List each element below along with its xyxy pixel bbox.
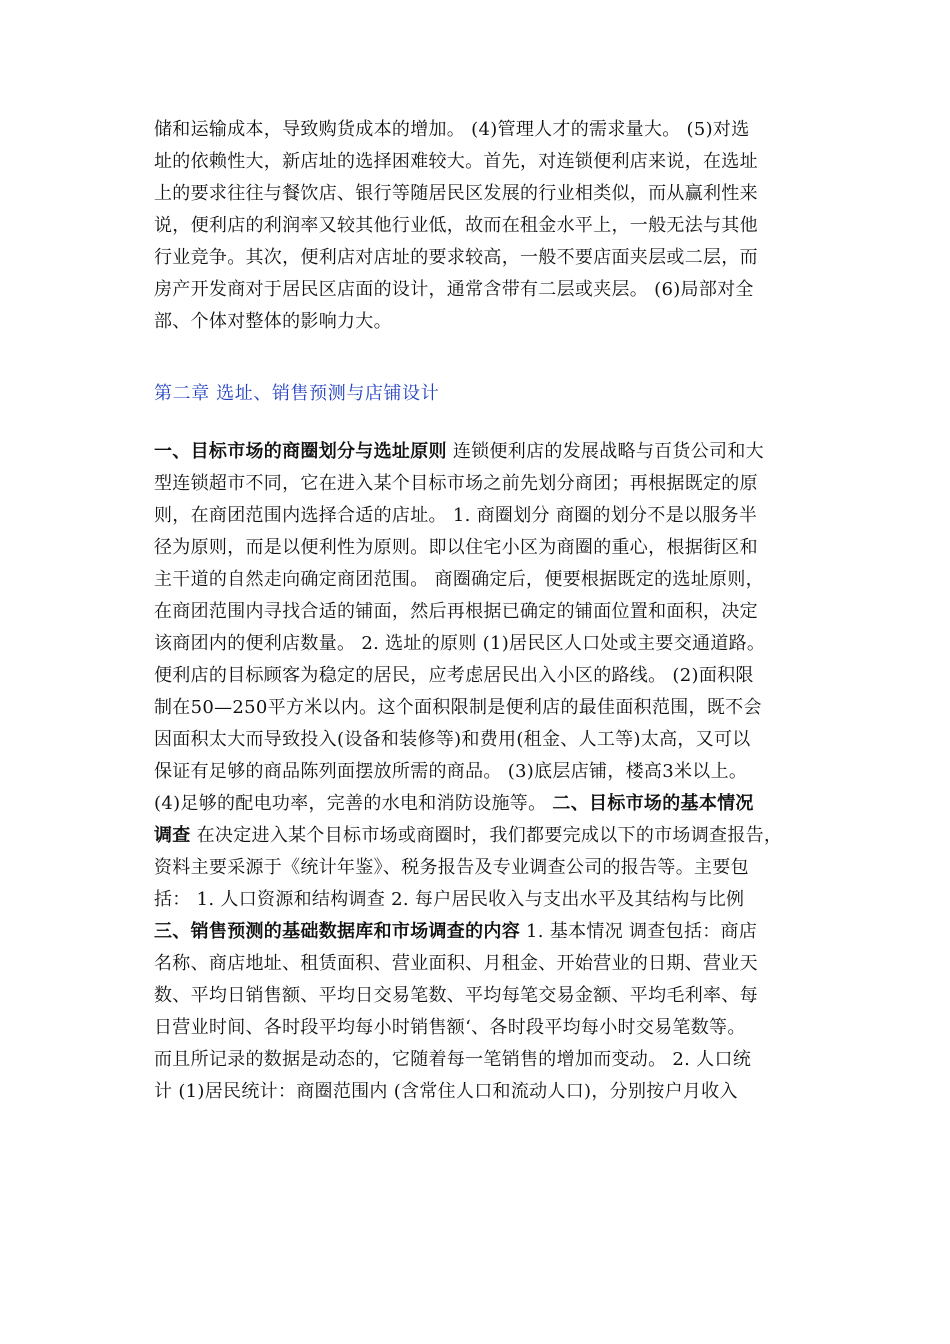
text-run: 保证有足够的商品陈列面摆放所需的商品。 (3)底层店铺，楼高3米以上。 [154, 761, 748, 782]
text-run: (4)足够的配电功率，完善的水电和消防设施等。 [154, 793, 553, 814]
text-run: 第二章 选址、销售预测与店铺设计 [154, 383, 440, 404]
text-run: 名称、商店地址、租赁面积、营业面积、月租金、开始营业的日期、营业天 [154, 953, 758, 974]
text-run: 便利店的目标顾客为稳定的居民，应考虑居民出入小区的路线。 (2)面积限 [154, 665, 754, 686]
text-run: 上的要求往往与餐饮店、银行等随居民区发展的行业相类似，而从赢利性来 [154, 183, 758, 204]
section-heading: 二、目标市场的基本情况 [552, 793, 754, 814]
text-line [154, 568, 804, 592]
text-run: 在决定进入某个目标市场或商圈时，我们都要完成以下的市场调查报告， [190, 825, 783, 846]
text-run: 说，便利店的利润率又较其他行业低，故而在租金水平上，一般无法与其他 [154, 215, 758, 236]
text-line [154, 696, 804, 720]
text-line [154, 632, 804, 656]
text-line [154, 1048, 804, 1072]
section-heading: 调查 [154, 825, 191, 846]
chapter-heading [154, 382, 804, 406]
text-line [154, 952, 804, 976]
text-run: 行业竞争。其次，便利店对店址的要求较高，一般不要店面夹层或二层，而 [154, 247, 758, 268]
text-run: 连锁便利店的发展战略与百货公司和大 [446, 441, 764, 462]
text-line [154, 920, 804, 944]
text-line [154, 150, 804, 174]
text-run: 该商团内的便利店数量。 2. 选址的原则 (1)居民区人口处或主要交通道路。 [154, 633, 766, 654]
text-line [154, 440, 804, 464]
text-line [154, 246, 804, 270]
text-run: 储和运输成本，导致购货成本的增加。 (4)管理人才的需求量大。 (5)对选 [154, 119, 750, 140]
text-run: 计 (1)居民统计：商圈范围内 (含常住人口和流动人口)，分别按户月收入 [154, 1081, 738, 1102]
text-run: 日营业时间、各时段平均每小时销售额‘、各时段平均每小时交易笔数等。 [154, 1017, 746, 1038]
text-line [154, 600, 804, 624]
text-line [154, 182, 804, 206]
text-line [154, 856, 804, 880]
text-line [154, 214, 804, 238]
text-line [154, 1016, 804, 1040]
text-line [154, 536, 804, 560]
text-run: 部、个体对整体的影响力大。 [154, 311, 392, 332]
text-line [154, 310, 804, 334]
text-run: 房产开发商对于居民区店面的设计，通常含带有二层或夹层。 (6)局部对全 [154, 279, 754, 300]
text-run: 而且所记录的数据是动态的，它随着每一笔销售的增加而变动。 2. 人口统 [154, 1049, 752, 1070]
text-line [154, 824, 804, 848]
text-line [154, 792, 804, 816]
text-run: 址的依赖性大，新店址的选择困难较大。首先，对连锁便利店来说，在选址 [154, 151, 758, 172]
text-line [154, 1080, 804, 1104]
text-line [154, 278, 804, 302]
text-line [154, 504, 804, 528]
text-line [154, 888, 804, 912]
text-run: 括： 1. 人口资源和结构调查 2. 每户居民收入与支出水平及其结构与比例 [154, 889, 745, 910]
text-run: 则，在商团范围内选择合适的店址。 1. 商圈划分 商圈的划分不是以服务半 [154, 505, 758, 526]
text-run: 径为原则，而是以便利性为原则。即以住宅小区为商圈的重心，根据街区和 [154, 537, 758, 558]
section-heading: 一、目标市场的商圈划分与选址原则 [154, 441, 447, 462]
text-line [154, 728, 804, 752]
text-run: 主干道的自然走向确定商团范围。 商圈确定后，便要根据既定的选址原则， [154, 569, 764, 590]
text-line [154, 984, 804, 1008]
text-run: 制在50—250平方米以内。这个面积限制是便利店的最佳面积范围，既不会 [154, 697, 762, 718]
text-run: 型连锁超市不同，它在进入某个目标市场之前先划分商团；再根据既定的原 [154, 473, 758, 494]
section-heading: 三、销售预测的基础数据库和市场调查的内容 [154, 921, 520, 942]
text-line [154, 664, 804, 688]
text-line [154, 472, 804, 496]
text-line [154, 118, 804, 142]
text-run: 因面积太大而导致投入(设备和装修等)和费用(租金、人工等)太高，又可以 [154, 729, 751, 750]
text-run: 资料主要采源于《统计年鉴》、税务报告及专业调查公司的报告等。主要包 [154, 857, 749, 878]
text-line [154, 760, 804, 784]
text-run: 1. 基本情况 调查包括：商店 [520, 921, 758, 942]
text-run: 在商团范围内寻找合适的铺面，然后再根据已确定的铺面位置和面积，决定 [154, 601, 758, 622]
text-run: 数、平均日销售额、平均日交易笔数、平均每笔交易金额、平均毛利率、每 [154, 985, 758, 1006]
